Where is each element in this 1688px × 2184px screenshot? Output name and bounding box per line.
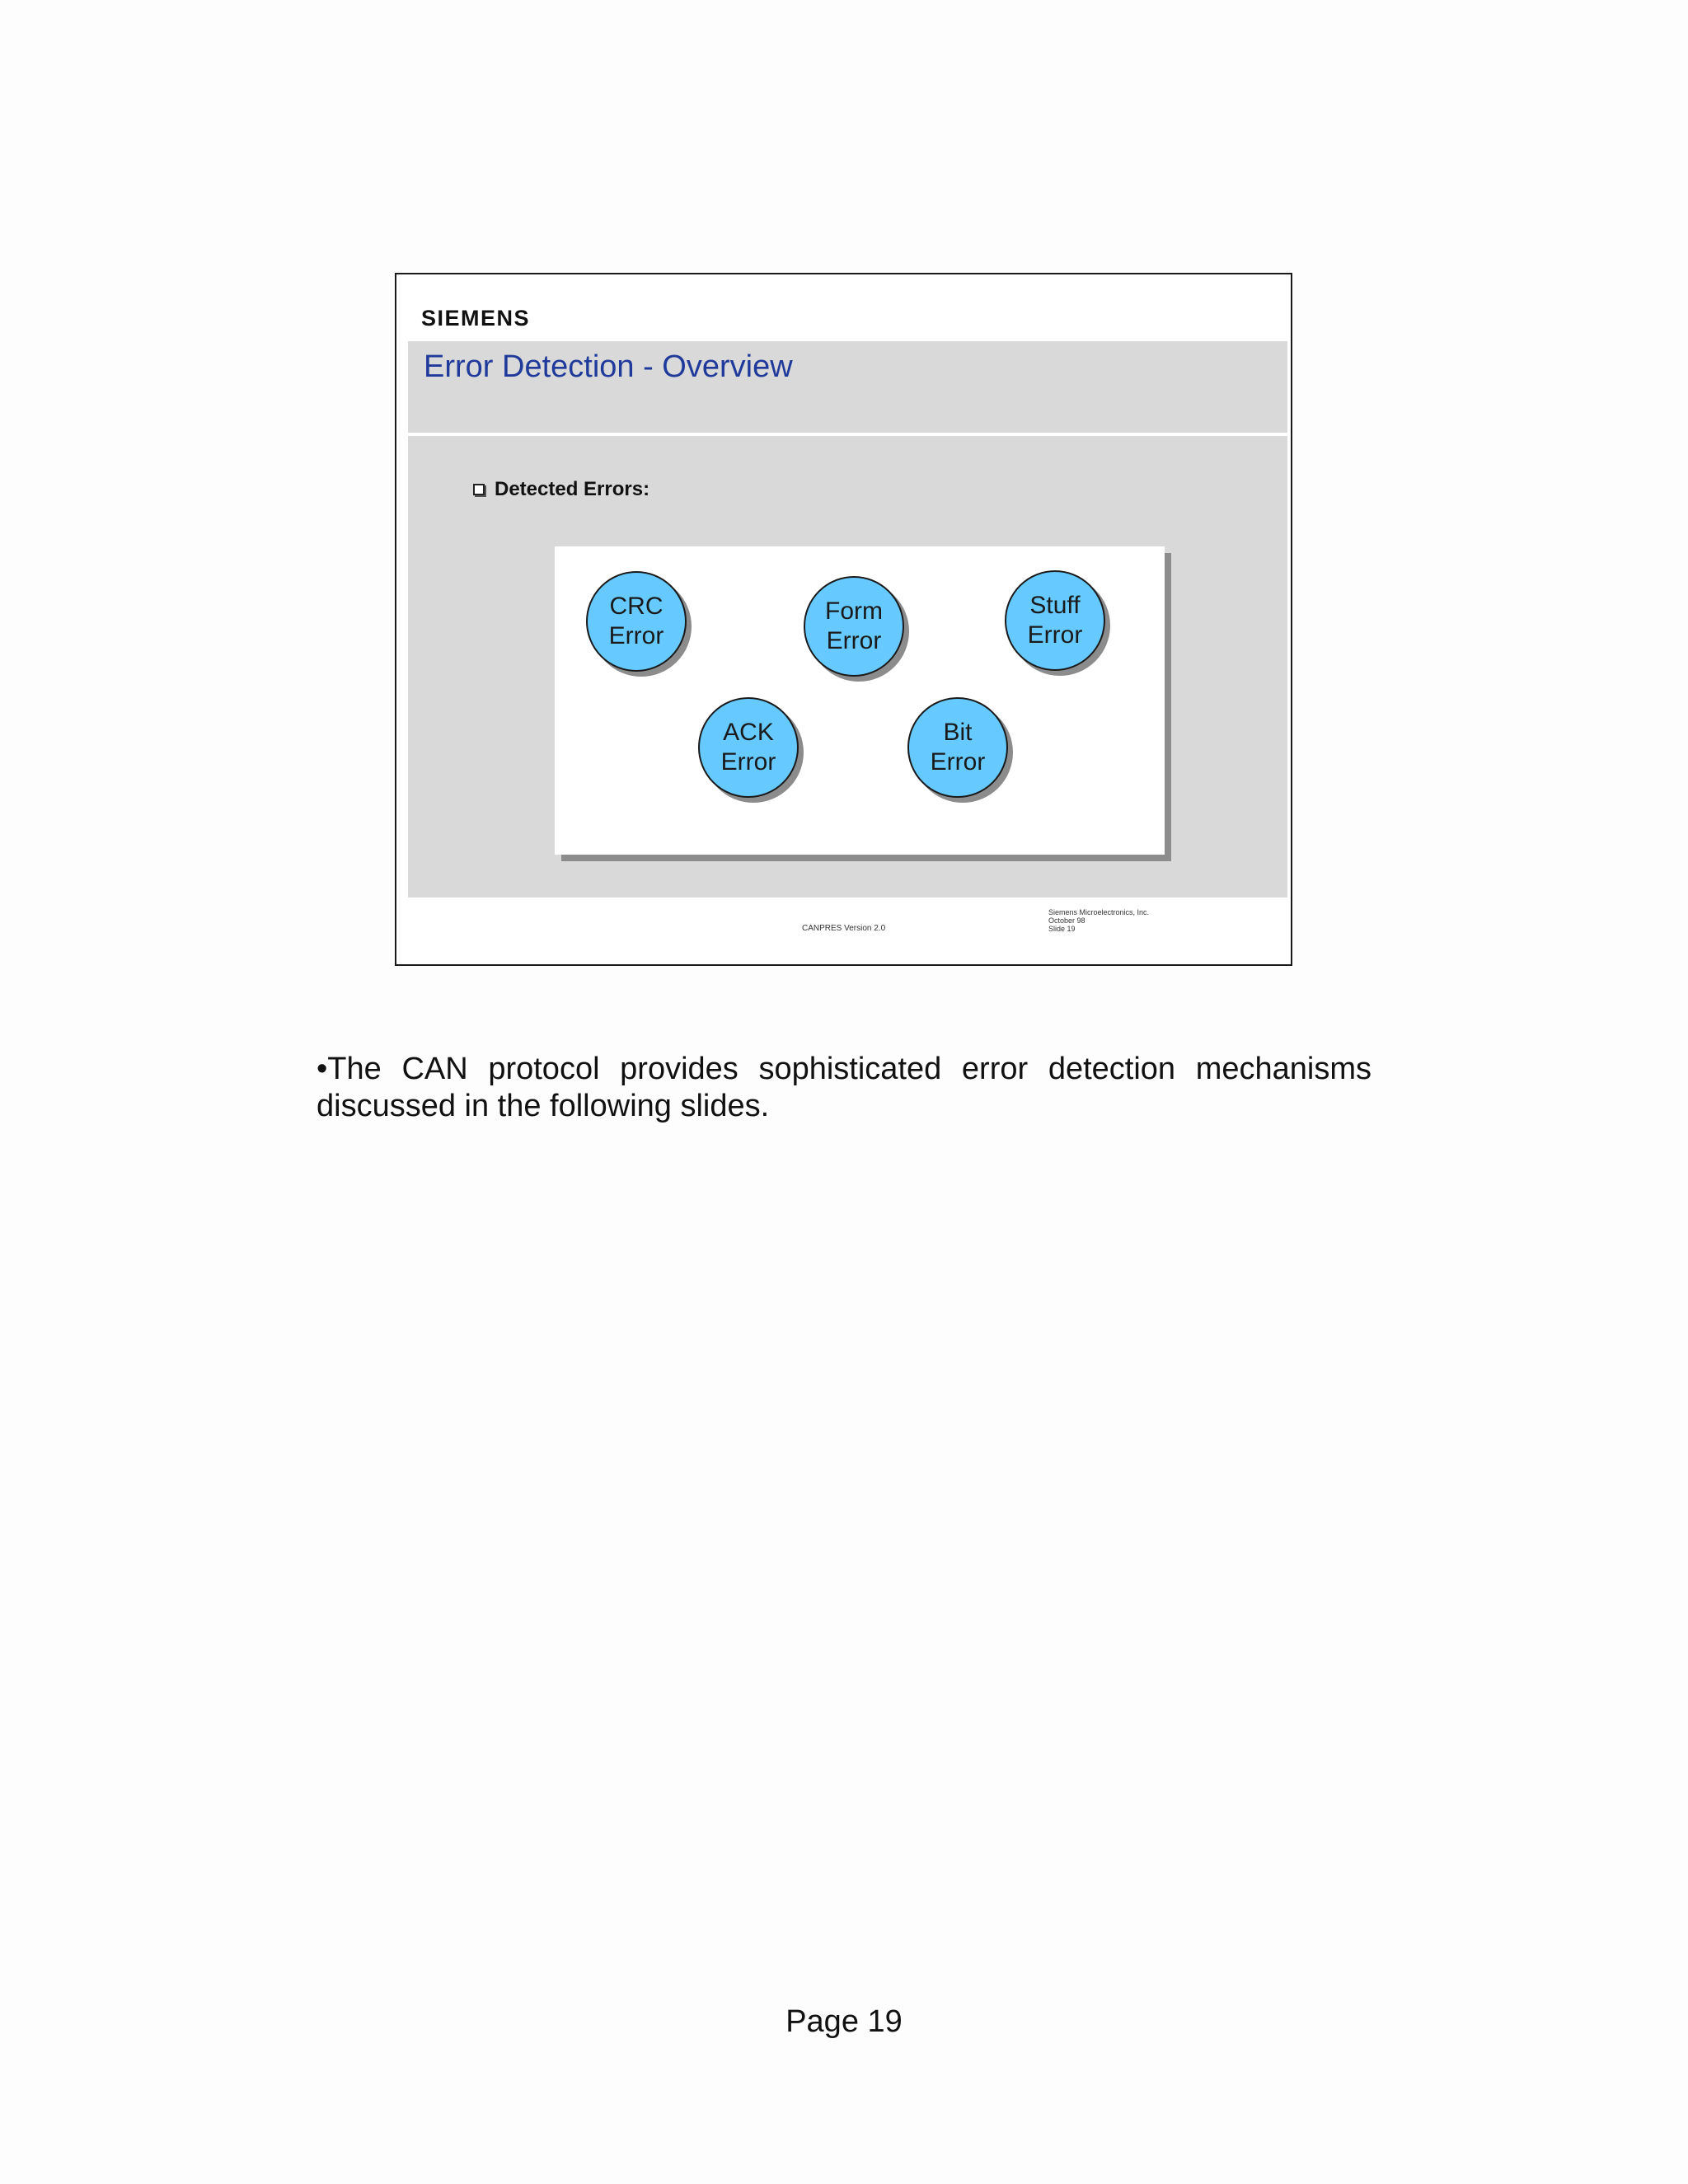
ack-error-bubble: ACK Error xyxy=(698,697,799,798)
form-error-bubble: Form Error xyxy=(804,576,904,677)
bullet-detected-errors xyxy=(473,478,649,501)
content-band xyxy=(408,436,1287,898)
siemens-logo: SIEMENS xyxy=(421,306,531,330)
footer-version: CANPRES Version 2.0 xyxy=(802,924,886,933)
title-band xyxy=(408,341,1287,433)
footer-info xyxy=(1048,908,1149,933)
footer-slide-number: Slide 19 xyxy=(1048,925,1076,933)
footer-date: October 98 xyxy=(1048,916,1085,925)
slide-title: Error Detection - Overview xyxy=(424,349,793,384)
notes-paragraph: •The CAN protocol provides sophisticated error detection mechanisms discussed in the following slides. xyxy=(316,1052,1372,1123)
page-number: Page 19 xyxy=(785,2004,903,2039)
bullet-label: Detected Errors: xyxy=(495,478,650,500)
slide-frame xyxy=(395,273,1292,966)
footer-company: Siemens Microelectronics, Inc. xyxy=(1048,908,1150,916)
checkbox-bullet-icon xyxy=(473,484,485,495)
crc-error-bubble: CRC Error xyxy=(586,571,687,672)
error-types-diagram xyxy=(555,546,1165,855)
bit-error-bubble: Bit Error xyxy=(907,697,1008,798)
stuff-error-bubble: Stuff Error xyxy=(1005,570,1105,671)
